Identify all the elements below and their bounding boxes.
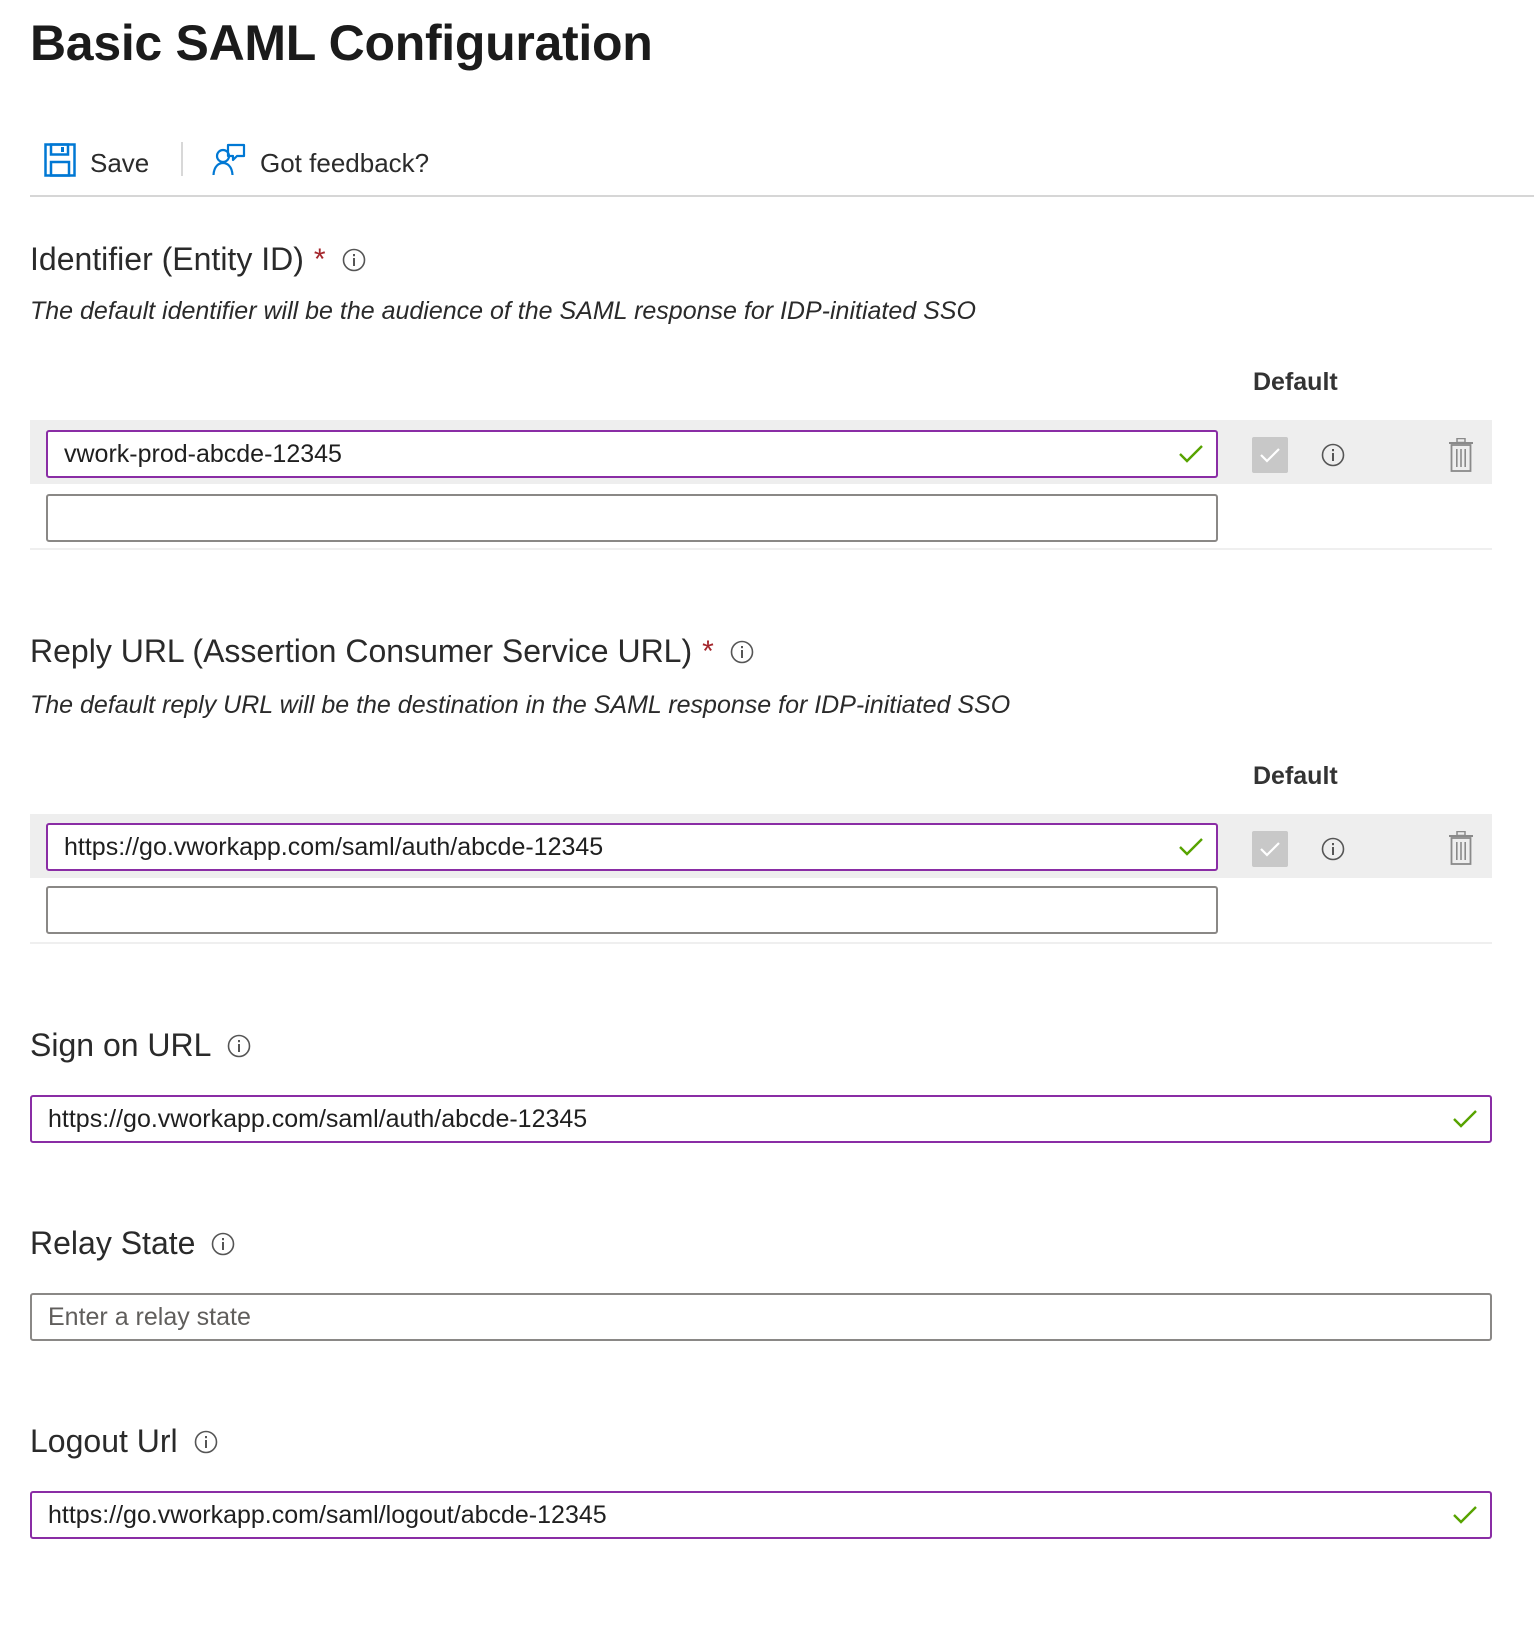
relay-state-input[interactable] (30, 1293, 1492, 1341)
feedback-button[interactable] (212, 135, 429, 191)
feedback-label: Got feedback? (260, 147, 430, 178)
relay-state-placeholder: Enter a relay state (48, 1302, 251, 1331)
logout-url-value: https://go.vworkapp.com/saml/logout/abcde-12345 (48, 1500, 607, 1529)
identifier-description: The default identifier will be the audience of the SAML response for IDP-initiated SSO (30, 297, 976, 325)
default-checkbox[interactable] (1252, 831, 1288, 867)
checkmark-icon (1258, 445, 1282, 465)
relay-state-label-row (30, 1225, 235, 1262)
row-divider (30, 548, 1492, 550)
info-icon[interactable] (1321, 443, 1345, 472)
required-marker: * (702, 634, 714, 668)
logout-url-label: Logout Url (30, 1423, 178, 1459)
save-icon (44, 143, 90, 184)
sign-on-url-label: Sign on URL (30, 1027, 212, 1063)
reply-url-label-row (30, 633, 754, 670)
info-icon[interactable] (227, 1034, 251, 1058)
required-marker: * (313, 242, 326, 276)
feedback-icon (212, 143, 260, 184)
reply-url-description: The default reply URL will be the destination in the SAML response for IDP-initiated SSO (30, 691, 1011, 719)
reply-url-input-new[interactable] (46, 886, 1218, 934)
default-column-header: Default (1253, 368, 1338, 396)
info-icon[interactable] (1321, 837, 1345, 866)
save-button[interactable] (44, 135, 149, 191)
identifier-input[interactable] (46, 430, 1218, 478)
identifier-input-new[interactable] (46, 494, 1218, 542)
info-icon[interactable] (730, 640, 754, 664)
relay-state-label: Relay State (30, 1225, 196, 1261)
reply-url-label: Reply URL (Assertion Consumer Service URL) (30, 633, 693, 669)
toolbar-divider (181, 142, 183, 176)
sign-on-url-value: https://go.vworkapp.com/saml/auth/abcde-12345 (48, 1104, 588, 1133)
checkmark-icon (1258, 839, 1282, 859)
logout-url-label-row (30, 1423, 218, 1460)
sign-on-url-input[interactable] (30, 1095, 1492, 1143)
row-divider (30, 942, 1492, 944)
reply-url-value: https://go.vworkapp.com/saml/auth/abcde-12345 (64, 832, 604, 861)
default-column-header: Default (1253, 762, 1338, 790)
default-checkbox[interactable] (1252, 437, 1288, 473)
identifier-label: Identifier (Entity ID) (30, 241, 304, 277)
identifier-label-row (30, 241, 366, 278)
logout-url-input[interactable] (30, 1491, 1492, 1539)
valid-check-icon (1452, 1504, 1478, 1533)
reply-url-input[interactable] (46, 823, 1218, 871)
sign-on-url-label-row (30, 1027, 251, 1064)
info-icon[interactable] (211, 1232, 235, 1256)
info-icon[interactable] (342, 248, 366, 272)
valid-check-icon (1178, 836, 1204, 865)
page-title: Basic SAML Configuration (30, 15, 653, 71)
save-label: Save (90, 147, 150, 178)
info-icon[interactable] (194, 1430, 218, 1454)
delete-icon[interactable] (1448, 831, 1474, 870)
identifier-value: vwork-prod-abcde-12345 (64, 439, 342, 468)
delete-icon[interactable] (1448, 438, 1474, 477)
valid-check-icon (1178, 443, 1204, 472)
valid-check-icon (1452, 1108, 1478, 1137)
command-bar (30, 135, 1534, 197)
